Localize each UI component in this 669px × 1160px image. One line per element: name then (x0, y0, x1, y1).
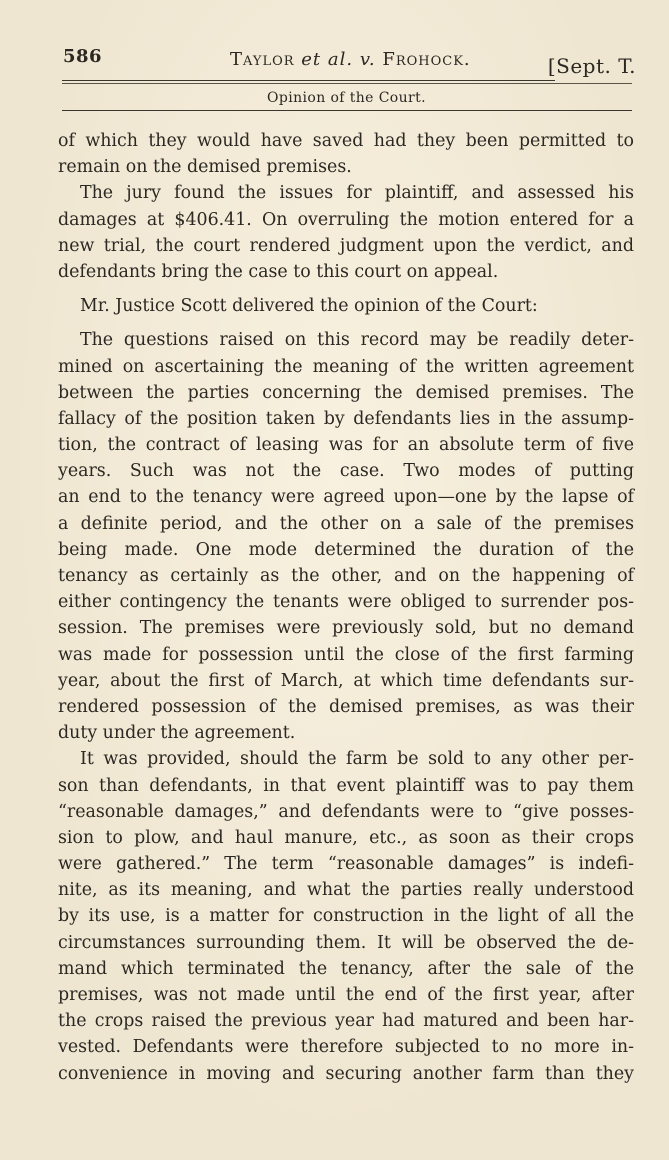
text-line: It was provided, should the farm be sold to any other per- (80, 749, 634, 770)
text-line: tenancy as certainly as the other, and on the happening of (58, 566, 634, 586)
text-line: by its use, is a matter for construction in the light of all the (58, 906, 634, 927)
text-line: of which they would have saved had they been permitted to (58, 131, 634, 151)
text-line: between the parties concerning the demised premises. The (58, 382, 634, 403)
paragraph (58, 327, 634, 746)
title-versus: v. (359, 49, 376, 70)
text-line: years. Such was not the case. Two modes of putting (58, 461, 634, 482)
text-line: being made. One mode determined the duration of the (58, 539, 634, 560)
text-line: vested. Defendants were therefore subjected to no more in- (58, 1037, 634, 1058)
subheader-text: Opinion of the Court. (266, 90, 427, 106)
text-line: year, about the first of March, at which time defendants sur- (58, 670, 634, 691)
text-line: either contingency the tenants were obliged to surrender pos- (58, 592, 634, 613)
subheader-rule (62, 110, 632, 111)
opinion-body (58, 128, 634, 1087)
paragraph (58, 128, 634, 180)
paragraph-gap (58, 285, 634, 293)
text-line: The jury found the issues for plaintiff, and assessed his (80, 183, 634, 204)
text-line: session. The premises were previously sold, but no demand (58, 618, 634, 639)
text-line: premises, was not made until the end of the first year, after (58, 985, 634, 1005)
text-line: The questions raised on this record may be readily deter- (80, 330, 634, 351)
section-subheader (0, 90, 669, 106)
text-line: a definite period, and the other on a sale of the premises (58, 513, 634, 534)
text-line: fallacy of the position taken by defendants lies in the assump- (58, 408, 634, 429)
text-line: remain on the demised premises. (58, 157, 352, 178)
text-line: defendants bring the case to this court on appeal. (58, 261, 499, 282)
text-line: tion, the contract of leasing was for an absolute term of five (58, 435, 634, 456)
text-line: nite, as its meaning, and what the parties really understood (58, 880, 634, 901)
text-line: damages at $406.41. On overruling the motion entered for a (58, 209, 634, 230)
court-term: [Sept. T. (547, 54, 636, 78)
title-plaintiff: Taylor (230, 49, 295, 70)
text-line: the crops raised the previous year had matured and been har- (58, 1011, 634, 1032)
text-line: mined on ascertaining the meaning of the written agreement (58, 356, 634, 377)
text-line: duty under the agreement. (58, 723, 296, 744)
text-line: sion to plow, and haul manure, etc., as soon as their crops (58, 827, 634, 848)
paragraph (58, 180, 634, 285)
header-rule-secondary (62, 83, 632, 84)
page-number: 586 (63, 46, 103, 67)
text-line: mand which terminated the tenancy, after the sale of the (58, 958, 634, 979)
page-header (58, 42, 638, 82)
paragraph-gap (58, 319, 634, 327)
text-line: convenience in moving and securing another farm than they (58, 1063, 634, 1084)
text-line: were gathered.” The term “reasonable damages” is indefi- (58, 854, 634, 875)
running-title (230, 49, 471, 70)
opinion-heading (58, 293, 634, 319)
text-line: new trial, the court rendered judgment upon the verdict, and (58, 235, 634, 256)
header-rule (62, 80, 555, 81)
text-line: was made for possession until the close of the first farming (58, 644, 634, 665)
text-line: Mr. Justice Scott delivered the opinion of the Court: (80, 296, 538, 317)
text-line: son than defendants, in that event plaintiff was to pay them (58, 775, 634, 796)
text-line: rendered possession of the demised premises, as was their (58, 696, 634, 717)
text-line: circumstances surrounding them. It will be observed the de- (58, 932, 634, 953)
title-defendant: Frohock. (382, 49, 471, 70)
title-et-al: et al. (301, 49, 354, 70)
paragraph (58, 746, 634, 1086)
text-line: “reasonable damages,” and defendants were to “give posses- (58, 801, 634, 822)
text-line: an end to the tenancy were agreed upon—one by the lapse of (58, 487, 634, 508)
